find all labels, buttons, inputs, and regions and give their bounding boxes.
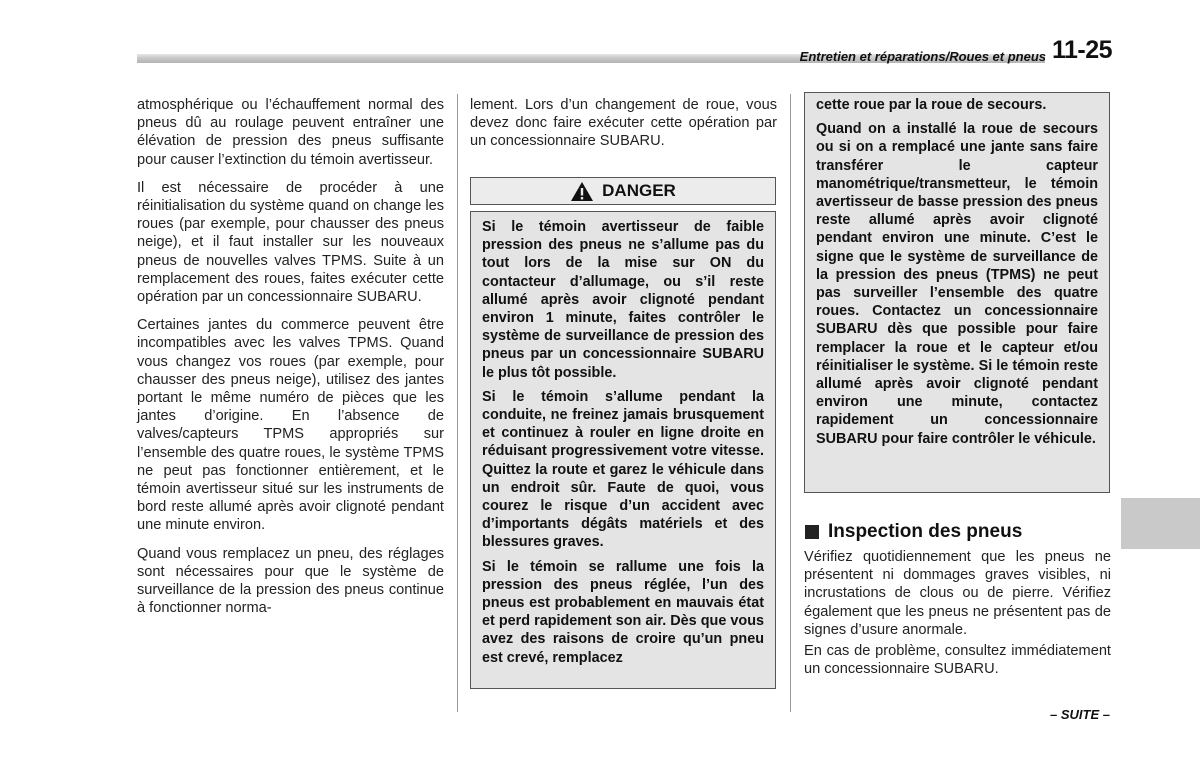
paragraph: lement. Lors d’un changement de roue, vous devez donc faire exécuter cette opération par un concessionnaire SUBARU.	[470, 97, 777, 150]
danger-paragraph: Quand on a installé la roue de secours ou si on a remplacé une jante sans faire transférer le capteur manométrique/transmetteur, le témoin avertisseur de basse pression des pneus reste allumé après avoir clignoté pendant environ une minute. C’est le signe que le système de surveillance de la pression des pneus (TPMS) ne peut pas surveiller l’ensemble des quatre roues. Contactez un concessionnaire SUBARU dès que possible pour faire remplacer la roue et le capteur et/ou réinitialiser le système. Si le témoin reste allumé après avoir clignoté pendant environ une minute, contactez rapidement un concessionnaire SUBARU pour faire contrôler le véhicule.	[816, 121, 1098, 447]
column-divider-left	[457, 94, 458, 712]
column-3	[804, 548, 1111, 681]
danger-box	[470, 211, 776, 689]
danger-box-continued	[804, 92, 1110, 493]
paragraph: Certaines jantes du commerce peuvent être incompatibles avec les valves TPMS. Quand vous changez vos roues (par exemple, pour chausser des pneus neige), utilisez des jantes portant le même numéro de pièces que les jantes d’origine. En l’absence de valves/capteurs TPMS appropriés sur l’ensemble des quatre roues, le système TPMS ne peut pas fonctionner entièrement, et le témoin avertisseur situé sur les instruments de bord reste allumé après avoir clignoté pendant une minute environ.	[137, 317, 444, 534]
paragraph: Quand vous remplacez un pneu, des réglages sont nécessaires pour que le système de surveillance de la pression des pneus continue à fonctionner norma-	[137, 545, 444, 617]
continued-marker: – SUITE –	[1050, 707, 1110, 722]
paragraph: atmosphérique ou l’échauffement normal des pneus dû au roulage peuvent entraîner une élévation de pression des pneus suffisante pour causer l’extinction du témoin avertisseur.	[137, 97, 444, 168]
danger-paragraph: cette roue par la roue de secours.	[816, 97, 1047, 113]
section-title: Inspection des pneus	[828, 521, 1023, 542]
paragraph: Vérifiez quotidiennement que les pneus ne présentent ni dommages graves visibles, ni incrustations de clous ou de pierre. Vérifiez également que les pneus ne présentent pas de signes d’usure anormale.	[804, 549, 1111, 638]
square-bullet-icon	[805, 525, 819, 539]
column-2	[470, 96, 777, 161]
chapter-side-tab	[1121, 498, 1200, 549]
chapter-title: Entretien et réparations/Roues et pneus	[799, 49, 1046, 64]
column-1	[137, 96, 444, 627]
danger-label: DANGER	[602, 181, 676, 200]
paragraph: Il est nécessaire de procéder à une réinitialisation du système quand on change les roues (par exemple, pour chausser des pneus neige), et il faut installer sur les nouveaux pneus de nouvelles valves TPMS. Suite à un remplacement des roues, faites exécuter cette opération par un concessionnaire SUBARU.	[137, 179, 444, 306]
danger-paragraph: Si le témoin s’allume pendant la conduite, ne freinez jamais brusquement et continuez à rouler en ligne droite en réduisant progressivement votre vitesse. Quittez la route et garez le véhicule dans un endroit sûr. Faute de quoi, vous courez le risque d’un accident avec d’importants dégâts matériels et des blessures graves.	[482, 388, 764, 551]
paragraph: En cas de problème, consultez immédiatement un concessionnaire SUBARU.	[804, 643, 1111, 678]
column-divider-right	[790, 94, 791, 712]
danger-header	[470, 177, 776, 205]
warning-triangle-icon	[570, 181, 594, 202]
danger-paragraph: Si le témoin avertisseur de faible pression des pneus ne s’allume pas du tout lors de la mise sur ON du contacteur d’allumage, ou s’il reste allumé après avoir clignoté pendant environ 1 minute, faites contrôler le système de surveillance de pression des pneus par un concessionnaire SUBARU le plus tôt possible.	[482, 219, 764, 381]
page-number: 11-25	[1052, 36, 1113, 64]
section-heading	[805, 521, 1111, 543]
danger-paragraph: Si le témoin se rallume une fois la pression des pneus réglée, l’un des pneus est probablement en mauvais état et perd rapidement son air. Dès que vous avez des raisons de croire qu’un pneu est crevé, remplacez	[482, 558, 764, 666]
